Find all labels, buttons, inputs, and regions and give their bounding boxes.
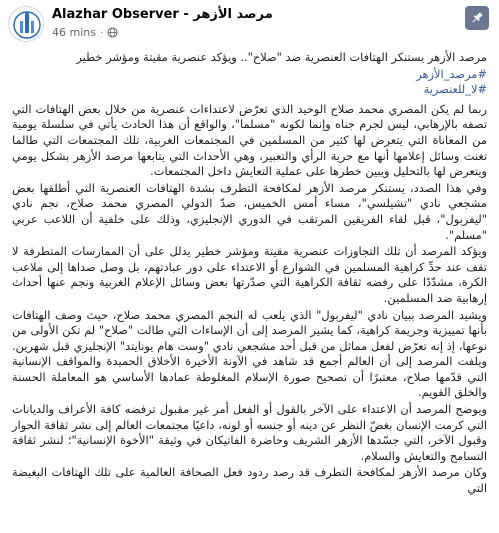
meta-separator: · (99, 26, 104, 39)
alazhar-logo-icon (9, 7, 44, 42)
post-headline: مرصد الأزهر يستنكر الهتافات العنصرية ضد "صلاح".. ويؤكد عنصرية مقيتة ومؤشر خطير (76, 50, 487, 64)
post-paragraph: ويشيد المرصد ببيان نادي "ليفربول" الذي يلعب له النجم المصري محمد صلاح، حيث وصف الهتافات بأنها تمييزية وجريمة كراهية، كما يشير المرصد إلى أن الإساءات التي طالت "صلاح" لم تكن الأولى من نوعها، إذ إنه تعرّض لفعل مماثل من قبل أحد مشجعي نادي "وست هام يونايتد" الإنجليزي قبل شهرين. ويلفت المرصد إلى أن العالم أجمع قد شاهد في الآونة الأخيرة الأخلاق الحميدة والمواقف الإنسانية التي قدّمها صلاح، معتبرًا أن تصحيح صورة الإسلام المغلوطة عمادها الأساسي هو المعاملة الحسنة والخلق القويم. (12, 307, 487, 400)
post-paragraph: وفي هذا الصدد، يستنكر مرصد الأزهر لمكافحة التطرف بشدة الهتافات العنصرية التي أطلقها بعض مشجعي نادي "تشيلسي"، مساء أمس الخميس، ضدّ الدولي المصري محمد صلاح، نجم نادي "ليفربول"، قبل لقاء الفريقين المرتقب في الدوري الإنجليزي، وذلك على خلفية أن اللاعب عربي "مسلم". (12, 180, 487, 242)
post-paragraph: ربما لم يكن المصري محمد صلاح الوحيد الذي تعرّض لاعتداءات عنصرية من خلال بعض الهتافات التي تصفه بالإرهابي، ليس لجرم جناه وإنما لكونه "مسلما"، والواقع أن هذا الحادث يأتي في سلسلة يومية من المعاناة التي يتعرض لها كثير من المسلمين في المجتمعات الغربية، تلك المجتمعات التي طالما تغنت وسائل إعلامها أنها مع حرية الرأي والتعبير، وهي الأحداث التي يتابعها مرصد الأزهر بشكل يومي ويتعرض لها بالتحليل ويبين خطرها على عملية التعايش داخل المجتمعات. (12, 101, 487, 179)
pushpin-icon (470, 11, 484, 25)
post-paragraph: ويوضح المرصد أن الاعتداء على الآخر بالقول أو الفعل أمر غير مقبول ترفضه كافة الأعراف والديانات التي كرمت الإنسان بغضّ النظر عن دينه أو جنسه أو لونه، داعيًا مجتمعات العالم إلى نشر ثقافة الحوار وقبول الآخر، التي جسّدها الأزهر الشريف وحاضرة الفاتيكان في وثيقة "الأخوة الإنسانية"؛ لنشر ثقافة التسامح والتعايش والسلام. (12, 402, 487, 463)
page-name-link[interactable]: Alazhar Observer - مرصد الأزهر (52, 7, 273, 22)
post-meta (52, 26, 118, 39)
page-avatar[interactable] (8, 6, 44, 42)
hashtag-list (12, 67, 487, 98)
pin-button[interactable] (465, 6, 489, 30)
post-paragraph: ويؤكد المرصد أن تلك التجاوزات عنصرية مقيتة ومؤشر خطير يدلل على أن الممارسات المتطرفة لا تقف عند حدِّ كراهية المسلمين في الشوارع أو الاعتداء على دور عبادتهم، بل وصل صداها إلى ملاعب الكرة، مشدّدًا على رفضه ثقافة الكراهية التي صدّرتها بعض وسائل الإعلام الغربية ونجم عنها أحداث إرهابية ضد المسلمين. (12, 244, 487, 305)
hashtag-link[interactable]: #مرصد_الأزهر (416, 66, 487, 81)
post-header (0, 0, 499, 46)
post-text (12, 50, 487, 498)
globe-icon[interactable] (107, 27, 118, 38)
post-paragraph: وكان مرصد الأزهر لمكافحة التطرف قد رصد ردود فعل الصحافة العالمية على تلك الهتافات البغيضة التي (12, 465, 487, 496)
hashtag-link[interactable]: #لا_للعنصرية (423, 82, 487, 97)
post-time[interactable]: 46 mins (52, 26, 96, 39)
